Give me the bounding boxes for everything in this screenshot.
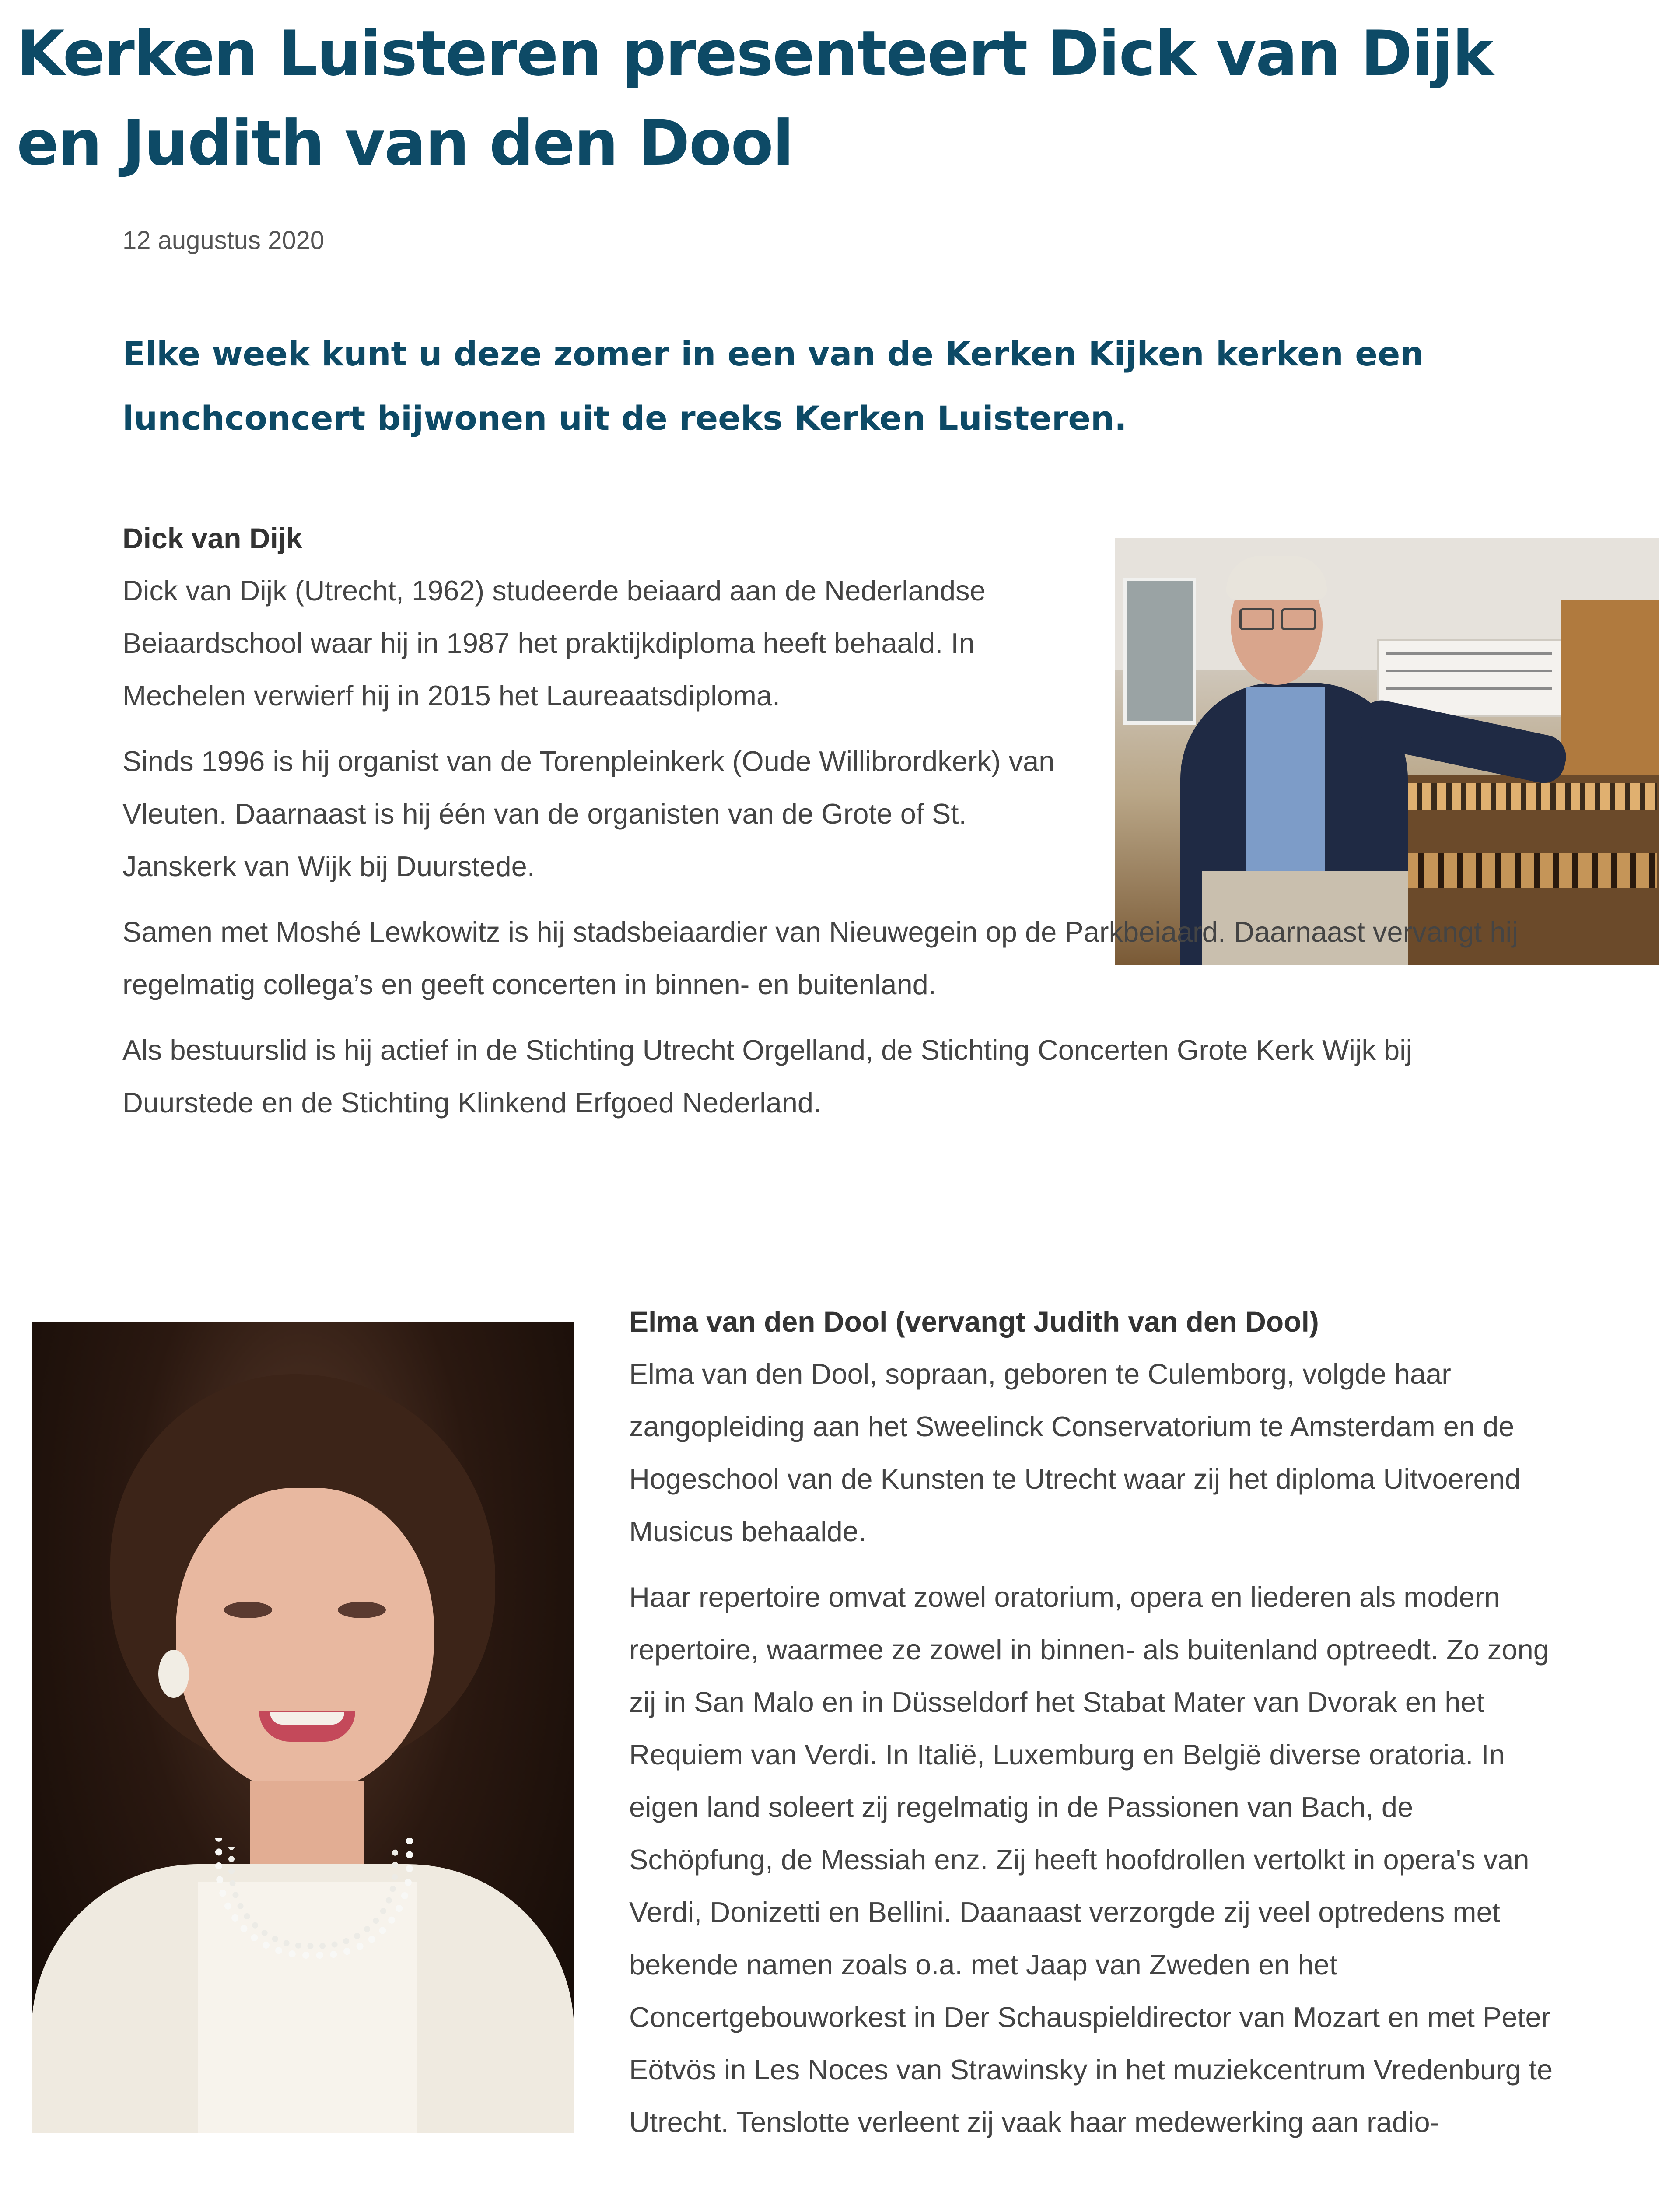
elma-van-den-dool-photo [32, 1322, 574, 2133]
paragraph: Dick van Dijk (Utrecht, 1962) studeerde beiaard aan de Nederlandse Beiaardschool waar hij in 1987 het praktijkdiploma heeft behaald. In Mechelen verwierf hij in 2015 het Laureaatsdiploma. [122, 575, 986, 712]
paragraph: Als bestuurslid is hij actief in de Stichting Utrecht Orgelland, de Stichting Concerten Grote Kerk Wijk bij Duurstede en de Stichting Klinkend Erfgoed Nederland. [122, 1034, 1412, 1119]
section-heading-dick: Dick van Dijk [122, 522, 302, 554]
section-heading-elma: Elma van den Dool (vervangt Judith van den Dool) [629, 1305, 1319, 1338]
section-dick-van-dijk [122, 512, 1549, 1142]
publish-date: 12 augustus 2020 [122, 226, 325, 255]
section-elma-van-den-dool [629, 1295, 1557, 2162]
intro-lead: Elke week kunt u deze zomer in een van de Kerken Kijken kerken een lunchconcert bijwonen uit de reeks Kerken Luisteren. [122, 334, 1424, 438]
paragraph: Samen met Moshé Lewkowitz is hij stadsbeiaardier van Nieuwegein op de Parkbeiaard. Daarnaast vervangt hij regelmatig collega’s en geeft concerten in binnen- en buitenland. [122, 916, 1519, 1000]
page-title: Kerken Luisteren presenteert Dick van Dijk en Judith van den Dool [17, 18, 1493, 179]
paragraph: Sinds 1996 is hij organist van de Torenpleinkerk (Oude Willibrordkerk) van Vleuten. Daarnaast is hij één van de organisten van de Grote of St. Janskerk van Wijk bij Duurstede. [122, 745, 1055, 882]
paragraph: Elma van den Dool, sopraan, geboren te Culemborg, volgde haar zangopleiding aan het Sweelinck Conservatorium te Amsterdam en de Hogeschool van de Kunsten te Utrecht waar zij het diploma Uitvoerend Musicus behaalde. [629, 1358, 1521, 1547]
paragraph: Haar repertoire omvat zowel oratorium, opera en liederen als modern repertoire, waarmee ze zowel in binnen- als buitenland optreedt. Zo zong zij in San Malo en in Düsseldorf het Stabat Mater van Dvorak en het Requiem van Verdi. In Italië, Luxemburg en België diverse oratoria. In eigen land soleert zij regelmatig in de Passionen van Bach, de Schöpfung, de Messiah enz. Zij heeft hoofdrollen vertolkt in opera's van Verdi, Donizetti en Bellini. Daanaast verzorgde zij veel optredens met bekende namen zoals o.a. met Jaap van Zweden en het Concertgebouworkest in Der Schauspieldirector van Mozart en met Peter Eötvös in Les Noces van Strawinsky in het muziekcentrum Vredenburg te Utrecht. Tenslotte verleent zij vaak haar medewerking aan radio- [629, 1581, 1553, 2138]
